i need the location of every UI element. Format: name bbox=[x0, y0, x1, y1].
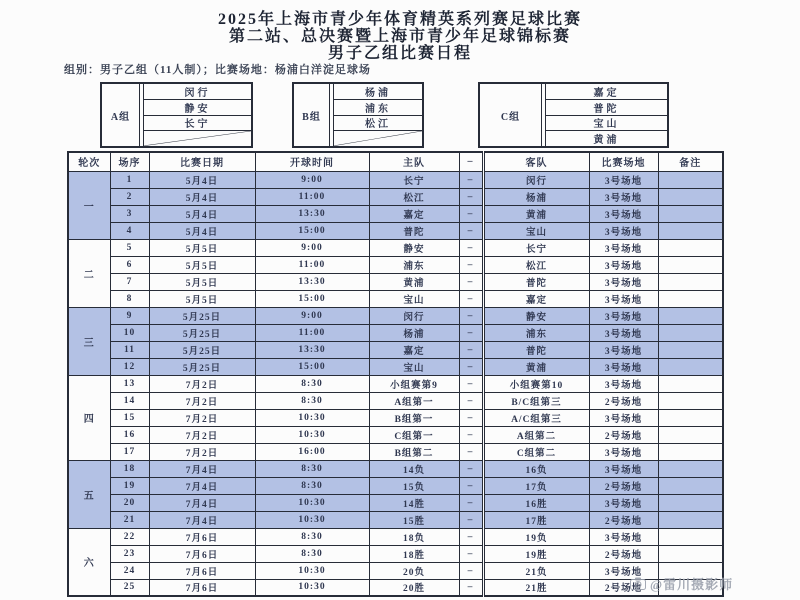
vs-dash: – bbox=[459, 562, 483, 579]
match-row bbox=[68, 171, 723, 188]
vs-dash: – bbox=[459, 545, 483, 562]
away-team-cell: C组第二 bbox=[483, 443, 589, 460]
venue-cell: 2号场地 bbox=[589, 511, 658, 528]
vs-dash: – bbox=[459, 205, 483, 222]
diagonal-line bbox=[144, 131, 251, 146]
venue-cell: 3号场地 bbox=[589, 358, 658, 375]
col-header-venue: 比赛场地 bbox=[589, 152, 658, 171]
note-cell bbox=[658, 375, 723, 392]
group-team: 浦东 bbox=[334, 100, 422, 116]
kickoff-time-cell: 13:30 bbox=[255, 205, 369, 222]
away-team-cell: 杨浦 bbox=[483, 188, 589, 205]
match-no-cell: 23 bbox=[110, 545, 149, 562]
match-date-cell: 5月5日 bbox=[149, 290, 255, 307]
match-date-cell: 7月4日 bbox=[149, 494, 255, 511]
match-no-cell: 9 bbox=[110, 307, 149, 324]
away-team-cell: 嘉定 bbox=[483, 290, 589, 307]
match-date-cell: 5月4日 bbox=[149, 205, 255, 222]
match-no-cell: 25 bbox=[110, 579, 149, 596]
venue-cell: 3号场地 bbox=[589, 460, 658, 477]
kickoff-time-cell: 15:00 bbox=[255, 290, 369, 307]
match-no-cell: 3 bbox=[110, 205, 149, 222]
match-row bbox=[68, 273, 723, 290]
match-row bbox=[68, 528, 723, 545]
home-team-cell: 闵行 bbox=[369, 307, 459, 324]
home-team-cell: 浦东 bbox=[369, 256, 459, 273]
match-no-cell: 10 bbox=[110, 324, 149, 341]
match-date-cell: 7月6日 bbox=[149, 579, 255, 596]
vs-dash: – bbox=[459, 171, 483, 188]
kickoff-time-cell: 9:00 bbox=[255, 307, 369, 324]
match-date-cell: 7月4日 bbox=[149, 460, 255, 477]
vs-dash: – bbox=[459, 528, 483, 545]
group-table bbox=[292, 82, 424, 148]
home-team-cell: 18胜 bbox=[369, 545, 459, 562]
match-row bbox=[68, 494, 723, 511]
vs-dash: – bbox=[459, 375, 483, 392]
match-date-cell: 7月2日 bbox=[149, 443, 255, 460]
away-team-cell: 17负 bbox=[483, 477, 589, 494]
venue-cell: 3号场地 bbox=[589, 307, 658, 324]
match-date-cell: 5月25日 bbox=[149, 341, 255, 358]
home-team-cell: 松江 bbox=[369, 188, 459, 205]
match-date-cell: 7月4日 bbox=[149, 477, 255, 494]
camera-icon bbox=[630, 577, 646, 590]
match-row bbox=[68, 579, 723, 596]
home-team-cell: 宝山 bbox=[369, 290, 459, 307]
away-team-cell: 宝山 bbox=[483, 222, 589, 239]
group-teams-list bbox=[545, 84, 667, 146]
venue-cell: 3号场地 bbox=[589, 324, 658, 341]
away-team-cell: 16负 bbox=[483, 460, 589, 477]
match-row bbox=[68, 392, 723, 409]
group-team: 黄浦 bbox=[593, 135, 620, 146]
home-team-cell: 14负 bbox=[369, 460, 459, 477]
away-team-cell: 16胜 bbox=[483, 494, 589, 511]
vs-dash: – bbox=[459, 290, 483, 307]
away-team-cell: 21负 bbox=[483, 562, 589, 579]
match-no-cell: 14 bbox=[110, 392, 149, 409]
home-team-cell: 嘉定 bbox=[369, 341, 459, 358]
venue-cell: 3号场地 bbox=[589, 562, 658, 579]
vs-dash: – bbox=[459, 341, 483, 358]
vs-dash: – bbox=[459, 494, 483, 511]
match-row bbox=[68, 341, 723, 358]
away-team-cell: 普陀 bbox=[483, 273, 589, 290]
home-team-cell: 嘉定 bbox=[369, 205, 459, 222]
group-teams-list bbox=[333, 84, 422, 146]
note-cell bbox=[658, 409, 723, 426]
away-team-cell: 静安 bbox=[483, 307, 589, 324]
match-row bbox=[68, 409, 723, 426]
home-team-cell: 15胜 bbox=[369, 511, 459, 528]
note-cell bbox=[658, 511, 723, 528]
note-cell bbox=[658, 239, 723, 256]
match-date-cell: 7月6日 bbox=[149, 562, 255, 579]
away-team-cell: 21胜 bbox=[483, 579, 589, 596]
vs-dash: – bbox=[459, 188, 483, 205]
match-date-cell: 5月5日 bbox=[149, 273, 255, 290]
match-row bbox=[68, 477, 723, 494]
round-label-cell: 六 bbox=[68, 528, 110, 596]
home-team-cell: B组第一 bbox=[369, 409, 459, 426]
group-team: 杨浦 bbox=[334, 84, 422, 100]
note-cell bbox=[658, 222, 723, 239]
match-no-cell: 19 bbox=[110, 477, 149, 494]
home-team-cell: 小组赛第9 bbox=[369, 375, 459, 392]
note-cell bbox=[658, 426, 723, 443]
venue-cell: 3号场地 bbox=[589, 409, 658, 426]
col-header-time: 开球时间 bbox=[255, 152, 369, 171]
diagonal-line bbox=[334, 131, 422, 146]
home-team-cell: 杨浦 bbox=[369, 324, 459, 341]
round-label-cell: 二 bbox=[68, 239, 110, 307]
match-row bbox=[68, 205, 723, 222]
kickoff-time-cell: 11:00 bbox=[255, 256, 369, 273]
away-team-cell: 19负 bbox=[483, 528, 589, 545]
kickoff-time-cell: 8:30 bbox=[255, 375, 369, 392]
kickoff-time-cell: 15:00 bbox=[255, 222, 369, 239]
away-team-cell: A组第二 bbox=[483, 426, 589, 443]
vs-dash: – bbox=[459, 460, 483, 477]
col-header-home: 主队 bbox=[369, 152, 459, 171]
venue-cell: 3号场地 bbox=[589, 188, 658, 205]
note-cell bbox=[658, 528, 723, 545]
group-label: A组 bbox=[102, 84, 140, 146]
match-date-cell: 7月2日 bbox=[149, 426, 255, 443]
group-team: 普陀 bbox=[546, 100, 667, 116]
venue-cell: 3号场地 bbox=[589, 222, 658, 239]
away-team-cell: 松江 bbox=[483, 256, 589, 273]
venue-cell: 3号场地 bbox=[589, 443, 658, 460]
kickoff-time-cell: 16:00 bbox=[255, 443, 369, 460]
match-row bbox=[68, 290, 723, 307]
kickoff-time-cell: 13:30 bbox=[255, 273, 369, 290]
round-label-cell: 四 bbox=[68, 375, 110, 460]
match-date-cell: 7月6日 bbox=[149, 545, 255, 562]
note-cell bbox=[658, 324, 723, 341]
away-team-cell: A/C组第三 bbox=[483, 409, 589, 426]
round-label-cell: 一 bbox=[68, 171, 110, 239]
away-team-cell: 普陀 bbox=[483, 341, 589, 358]
vs-dash: – bbox=[459, 443, 483, 460]
match-date-cell: 7月2日 bbox=[149, 375, 255, 392]
vs-dash: – bbox=[459, 239, 483, 256]
vs-dash: – bbox=[459, 392, 483, 409]
home-team-cell: B组第二 bbox=[369, 443, 459, 460]
kickoff-time-cell: 8:30 bbox=[255, 477, 369, 494]
empty-slot-diagonal-cell bbox=[334, 131, 422, 146]
document-title-line-1: 2025年上海市青少年体育精英系列赛足球比赛 bbox=[217, 11, 582, 28]
venue-cell: 3号场地 bbox=[589, 341, 658, 358]
kickoff-time-cell: 15:00 bbox=[255, 358, 369, 375]
away-team-cell: 黄浦 bbox=[483, 358, 589, 375]
vs-dash: – bbox=[459, 511, 483, 528]
vs-dash: – bbox=[459, 358, 483, 375]
note-cell bbox=[658, 358, 723, 375]
venue-cell: 3号场地 bbox=[589, 528, 658, 545]
venue-cell: 2号场地 bbox=[589, 545, 658, 562]
round-label-cell: 三 bbox=[68, 307, 110, 375]
group-teams-list bbox=[143, 84, 251, 146]
match-row bbox=[68, 188, 723, 205]
group-team: 松江 bbox=[334, 116, 422, 132]
home-team-cell: 20胜 bbox=[369, 579, 459, 596]
groups-row bbox=[0, 82, 800, 149]
note-cell bbox=[658, 494, 723, 511]
kickoff-time-cell: 13:30 bbox=[255, 341, 369, 358]
venue-cell: 2号场地 bbox=[589, 477, 658, 494]
match-no-cell: 7 bbox=[110, 273, 149, 290]
group-table bbox=[478, 82, 669, 148]
kickoff-time-cell: 10:30 bbox=[255, 409, 369, 426]
venue-cell: 3号场地 bbox=[589, 290, 658, 307]
match-no-cell: 8 bbox=[110, 290, 149, 307]
venue-cell: 2号场地 bbox=[589, 392, 658, 409]
vs-dash: – bbox=[459, 477, 483, 494]
match-date-cell: 5月4日 bbox=[149, 222, 255, 239]
group-table bbox=[100, 82, 253, 148]
venue-cell: 2号场地 bbox=[589, 579, 658, 596]
col-header-note: 备注 bbox=[658, 152, 723, 171]
group-and-venue-info: 组别：男子乙组（11人制）；比赛场地：杨浦白洋淀足球场 bbox=[64, 64, 371, 76]
home-team-cell: 宝山 bbox=[369, 358, 459, 375]
kickoff-time-cell: 8:30 bbox=[255, 460, 369, 477]
away-team-cell: 19胜 bbox=[483, 545, 589, 562]
note-cell bbox=[658, 460, 723, 477]
schedule-table bbox=[67, 151, 724, 597]
match-no-cell: 12 bbox=[110, 358, 149, 375]
group-team: 长宁 bbox=[144, 116, 251, 132]
venue-cell: 3号场地 bbox=[589, 494, 658, 511]
home-team-cell: C组第一 bbox=[369, 426, 459, 443]
match-no-cell: 20 bbox=[110, 494, 149, 511]
kickoff-time-cell: 11:00 bbox=[255, 188, 369, 205]
home-team-cell: A组第一 bbox=[369, 392, 459, 409]
note-cell bbox=[658, 477, 723, 494]
match-row bbox=[68, 562, 723, 579]
home-team-cell: 普陀 bbox=[369, 222, 459, 239]
col-header-vs-dash: – bbox=[459, 152, 483, 171]
away-team-cell: B/C组第三 bbox=[483, 392, 589, 409]
empty-slot-diagonal-cell bbox=[144, 131, 251, 146]
vs-dash: – bbox=[459, 307, 483, 324]
kickoff-time-cell: 8:30 bbox=[255, 392, 369, 409]
kickoff-time-cell: 8:30 bbox=[255, 528, 369, 545]
note-cell bbox=[658, 307, 723, 324]
match-date-cell: 7月2日 bbox=[149, 409, 255, 426]
venue-cell: 3号场地 bbox=[589, 171, 658, 188]
note-cell bbox=[658, 188, 723, 205]
document-title-line-3: 男子乙组比赛日程 bbox=[327, 45, 472, 62]
match-date-cell: 5月5日 bbox=[149, 256, 255, 273]
match-row bbox=[68, 375, 723, 392]
note-cell bbox=[658, 256, 723, 273]
schedule-body bbox=[68, 171, 723, 596]
home-team-cell: 18负 bbox=[369, 528, 459, 545]
note-cell bbox=[658, 290, 723, 307]
kickoff-time-cell: 10:30 bbox=[255, 562, 369, 579]
match-no-cell: 21 bbox=[110, 511, 149, 528]
round-label-cell: 五 bbox=[68, 460, 110, 528]
match-no-cell: 2 bbox=[110, 188, 149, 205]
vs-dash: – bbox=[459, 273, 483, 290]
match-row bbox=[68, 307, 723, 324]
home-team-cell: 长宁 bbox=[369, 171, 459, 188]
schedule-header-row bbox=[68, 152, 723, 171]
note-cell bbox=[658, 171, 723, 188]
match-date-cell: 5月5日 bbox=[149, 239, 255, 256]
venue-cell: 3号场地 bbox=[589, 239, 658, 256]
kickoff-time-cell: 10:30 bbox=[255, 494, 369, 511]
home-team-cell: 静安 bbox=[369, 239, 459, 256]
note-cell bbox=[658, 341, 723, 358]
note-cell bbox=[658, 545, 723, 562]
match-no-cell: 16 bbox=[110, 426, 149, 443]
vs-dash: – bbox=[459, 579, 483, 596]
group-team: 静安 bbox=[144, 100, 251, 116]
venue-cell: 3号场地 bbox=[589, 205, 658, 222]
group-label: B组 bbox=[294, 84, 330, 146]
match-date-cell: 7月4日 bbox=[149, 511, 255, 528]
kickoff-time-cell: 11:00 bbox=[255, 324, 369, 341]
match-date-cell: 5月25日 bbox=[149, 324, 255, 341]
match-row bbox=[68, 222, 723, 239]
home-team-cell: 14胜 bbox=[369, 494, 459, 511]
home-team-cell: 15负 bbox=[369, 477, 459, 494]
vs-dash: – bbox=[459, 222, 483, 239]
match-date-cell: 7月2日 bbox=[149, 392, 255, 409]
col-header-round: 轮次 bbox=[68, 152, 110, 171]
group-team: 嘉定 bbox=[546, 84, 667, 100]
away-team-cell: 闵行 bbox=[483, 171, 589, 188]
kickoff-time-cell: 10:30 bbox=[255, 511, 369, 528]
match-row bbox=[68, 443, 723, 460]
match-row bbox=[68, 239, 723, 256]
document-title-line-2: 第二站、总决赛暨上海市青少年足球锦标赛 bbox=[228, 28, 571, 45]
match-no-cell: 4 bbox=[110, 222, 149, 239]
home-team-cell: 20负 bbox=[369, 562, 459, 579]
match-row bbox=[68, 511, 723, 528]
col-header-match-no: 场序 bbox=[110, 152, 149, 171]
group-label: C组 bbox=[480, 84, 542, 146]
away-team-cell: 浦东 bbox=[483, 324, 589, 341]
note-cell bbox=[658, 273, 723, 290]
kickoff-time-cell: 10:30 bbox=[255, 426, 369, 443]
match-date-cell: 5月25日 bbox=[149, 358, 255, 375]
kickoff-time-cell: 10:30 bbox=[255, 579, 369, 596]
match-no-cell: 13 bbox=[110, 375, 149, 392]
match-no-cell: 11 bbox=[110, 341, 149, 358]
watermark-text: @雷川摄影师 bbox=[650, 577, 734, 592]
col-header-date: 比赛日期 bbox=[149, 152, 255, 171]
col-header-away: 客队 bbox=[483, 152, 589, 171]
match-no-cell: 1 bbox=[110, 171, 149, 188]
away-team-cell: 小组赛第10 bbox=[483, 375, 589, 392]
vs-dash: – bbox=[459, 324, 483, 341]
match-date-cell: 5月4日 bbox=[149, 171, 255, 188]
venue-cell: 3号场地 bbox=[589, 273, 658, 290]
match-row bbox=[68, 324, 723, 341]
match-no-cell: 17 bbox=[110, 443, 149, 460]
match-row bbox=[68, 545, 723, 562]
kickoff-time-cell: 9:00 bbox=[255, 239, 369, 256]
away-team-cell: 17胜 bbox=[483, 511, 589, 528]
match-no-cell: 15 bbox=[110, 409, 149, 426]
watermark bbox=[630, 574, 733, 593]
away-team-cell: 黄浦 bbox=[483, 205, 589, 222]
match-no-cell: 24 bbox=[110, 562, 149, 579]
vs-dash: – bbox=[459, 426, 483, 443]
vs-dash: – bbox=[459, 409, 483, 426]
match-no-cell: 6 bbox=[110, 256, 149, 273]
group-team: 宝山 bbox=[546, 116, 667, 132]
away-team-cell: 长宁 bbox=[483, 239, 589, 256]
match-row bbox=[68, 256, 723, 273]
venue-cell: 2号场地 bbox=[589, 426, 658, 443]
match-no-cell: 18 bbox=[110, 460, 149, 477]
match-row bbox=[68, 426, 723, 443]
note-cell bbox=[658, 392, 723, 409]
match-date-cell: 7月6日 bbox=[149, 528, 255, 545]
vs-dash: – bbox=[459, 256, 483, 273]
venue-cell: 3号场地 bbox=[589, 256, 658, 273]
match-no-cell: 22 bbox=[110, 528, 149, 545]
match-date-cell: 5月25日 bbox=[149, 307, 255, 324]
match-row bbox=[68, 358, 723, 375]
group-team: 闵行 bbox=[144, 84, 251, 100]
match-no-cell: 5 bbox=[110, 239, 149, 256]
kickoff-time-cell: 9:00 bbox=[255, 171, 369, 188]
home-team-cell: 黄浦 bbox=[369, 273, 459, 290]
kickoff-time-cell: 8:30 bbox=[255, 545, 369, 562]
note-cell bbox=[658, 443, 723, 460]
note-cell bbox=[658, 205, 723, 222]
match-date-cell: 5月4日 bbox=[149, 188, 255, 205]
match-row bbox=[68, 460, 723, 477]
venue-cell: 3号场地 bbox=[589, 375, 658, 392]
